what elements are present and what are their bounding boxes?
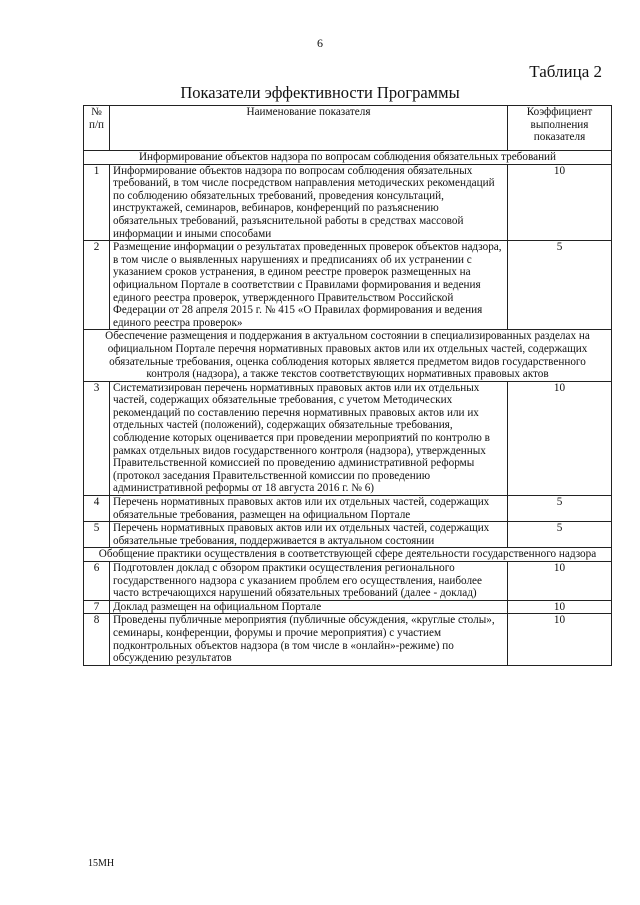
header-num: № п/п — [84, 106, 110, 151]
row-coef: 5 — [508, 496, 612, 522]
document-title: Показатели эффективности Программы — [180, 83, 460, 102]
row-name: Доклад размещен на официальном Портале — [110, 600, 508, 614]
row-coef: 10 — [508, 381, 612, 495]
row-num: 7 — [84, 600, 110, 614]
table-row — [84, 496, 612, 522]
row-num: 8 — [84, 614, 110, 665]
table-row — [84, 522, 612, 548]
row-coef: 10 — [508, 600, 612, 614]
row-num: 2 — [84, 241, 110, 330]
row-name: Систематизирован перечень нормативных правовых актов или их отдельных частей, содержащих обязательные требования, с учетом Методических рекомендаций по составлению перечня нормативных правовых актов или их отдельных частей (положений), содержащих обязательные требования, соблюдение которых оценивается при проведении мероприятий по контролю в рамках отдельных видов государственного контроля (надзора), утвержденных Правительственной комиссией по проведению административной реформы (протокол заседания Правительственной комиссии по проведению административной реформы от 18 августа 2016 г. № 6) — [110, 381, 508, 495]
indicators-table — [83, 105, 612, 666]
row-coef: 10 — [508, 164, 612, 241]
row-name: Размещение информации о результатах проведенных проверок объектов надзора, в том числе о выявленных нарушениях и предписаниях об их устранении с указанием сроков устранения, в едином реестре проверок размещенных на официальном Портале в соответствии с Правилами формирования и ведения единого реестра проверок, утвержденного Правительством Российской Федерации от 28 апреля 2015 г. № 415 «О Правилах формирования и ведения единого реестра проверок» — [110, 241, 508, 330]
row-name: Перечень нормативных правовых актов или их отдельных частей, содержащих обязательные требования, поддерживается в актуальном состоянии — [110, 522, 508, 548]
section-row — [84, 548, 612, 562]
header-name: Наименование показателя — [110, 106, 508, 151]
page-number: 6 — [317, 36, 323, 50]
table-header-row — [84, 106, 612, 151]
row-name: Подготовлен доклад с обзором практики осуществления регионального государственного надзора с указанием проблем его осуществления, наиболее часто встречающихся нарушений обязательных требований (далее - доклад) — [110, 562, 508, 601]
row-name: Перечень нормативных правовых актов или их отдельных частей, содержащих обязательные требования, размещен на официальном Портале — [110, 496, 508, 522]
row-num: 4 — [84, 496, 110, 522]
table-row — [84, 164, 612, 241]
section-row — [84, 151, 612, 165]
row-coef: 5 — [508, 522, 612, 548]
row-num: 1 — [84, 164, 110, 241]
row-coef: 10 — [508, 614, 612, 665]
table-row — [84, 600, 612, 614]
row-coef: 5 — [508, 241, 612, 330]
row-name: Информирование объектов надзора по вопросам соблюдения обязательных требований, в том числе посредством направления методических рекомендаций по соблюдению обязательных требований, проведения консультаций, инструктажей, семинаров, вебинаров, конференций по разъяснению обязательных требований, разъяснительной работы в средствах массовой информации и иными способами — [110, 164, 508, 241]
header-coef: Коэффициент выполнения показателя — [508, 106, 612, 151]
table-row — [84, 614, 612, 665]
row-coef: 10 — [508, 562, 612, 601]
row-num: 3 — [84, 381, 110, 495]
section-title: Обеспечение размещения и поддержания в актуальном состоянии в специализированных разделах на официальном Портале перечня нормативных правовых актов или их отдельных частей, содержащих обязательные требования, оценка соблюдения которых является предметом видов государственного контроля (надзора), а также текстов соответствующих нормативных правовых актов — [84, 330, 612, 381]
table-row — [84, 241, 612, 330]
row-name: Проведены публичные мероприятия (публичные обсуждения, «круглые столы», семинары, конференции, форумы и прочие мероприятия) с участием подконтрольных объектов надзора (в том числе в «онлайн»-режиме) по обсуждению результатов — [110, 614, 508, 665]
footer-code: 15МН — [88, 858, 115, 869]
table-label: Таблица 2 — [529, 62, 602, 81]
row-num: 5 — [84, 522, 110, 548]
row-num: 6 — [84, 562, 110, 601]
table-row — [84, 562, 612, 601]
section-row — [84, 330, 612, 381]
table-row — [84, 381, 612, 495]
section-title: Информирование объектов надзора по вопросам соблюдения обязательных требований — [84, 151, 612, 165]
section-title: Обобщение практики осуществления в соответствующей сфере деятельности государственного надзора — [84, 548, 612, 562]
